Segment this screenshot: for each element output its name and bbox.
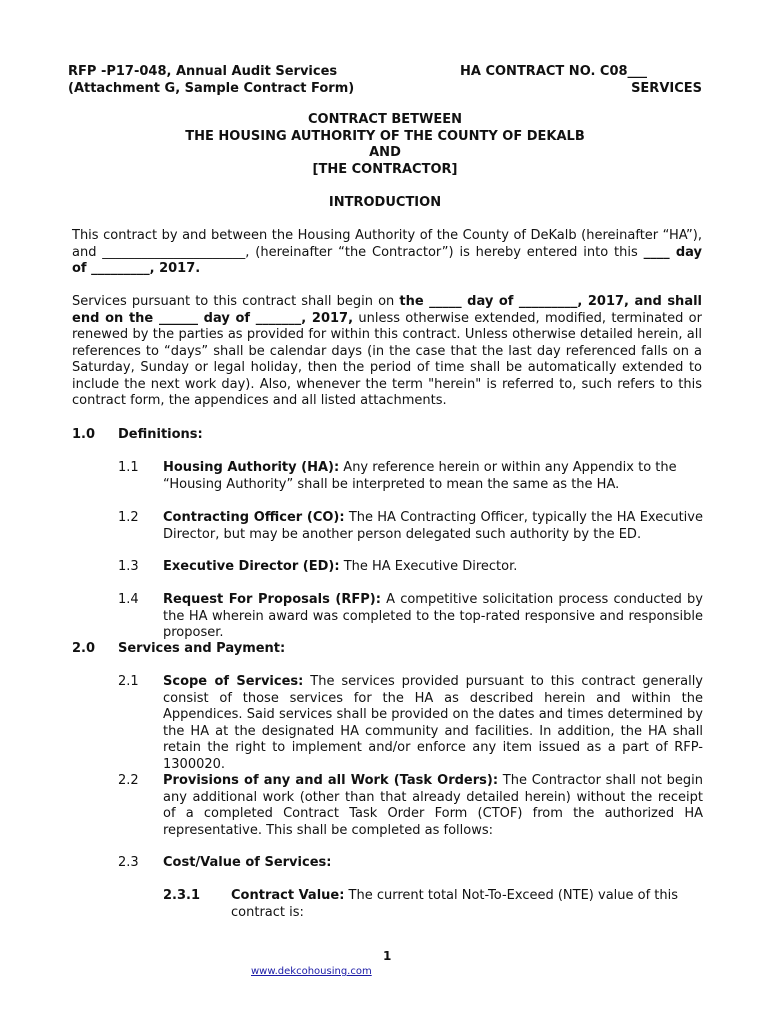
title-line-4: [THE CONTRACTOR]	[312, 161, 458, 177]
section-number: 1.0	[72, 427, 96, 442]
definition-ed	[163, 559, 703, 576]
item-number: 2.2	[118, 773, 139, 788]
item-number: 1.2	[118, 510, 139, 525]
introduction-heading: INTRODUCTION	[328, 195, 442, 210]
page-number: 1	[383, 949, 392, 963]
term: Provisions of any and all Work (Task Orders):	[163, 773, 499, 788]
clause-text: The services provided pursuant to this contract generally consist of those services for the HA as described herein and within the Appendices. Said services shall be provided on the dates and times determined by the HA at the designated HA community and facilities. In addition, the HA shall retain the right to implement and/or enforce any item issued as a part of RFP-1300020.	[163, 674, 703, 772]
services-text-2: unless otherwise extended, modified, terminated or renewed by the parties as provided for within this contract. Unless otherwise detailed herein, all references to “days” shall be calendar days (in the case that the last day referenced falls on a Saturday, Sunday or legal holiday, then the period of time shall be automatically extended to include the next work day). Also, whenever the term "herein" is referred to, such refers to this contract form, the appendices and all listed attachments.	[72, 310, 702, 408]
services-dates: the _____ day of _________, 2017, and shall end on the ______ day of _______, 2017,	[72, 294, 702, 326]
term: Cost/Value of Services:	[163, 855, 332, 870]
contract-title	[68, 112, 702, 178]
definition-text: Any reference herein or within any Appendix to the “Housing Authority” shall be interpreted to mean the same as the HA.	[163, 460, 677, 492]
header-left	[68, 64, 428, 97]
contract-number: HA CONTRACT NO. C08___	[460, 64, 648, 79]
term: Housing Authority (HA):	[163, 460, 340, 475]
title-line-3: AND	[369, 145, 401, 160]
term: Executive Director (ED):	[163, 559, 340, 574]
contract-value	[231, 888, 707, 921]
item-number: 1.4	[118, 592, 139, 607]
term: Scope of Services:	[163, 674, 304, 689]
services-paragraph	[72, 294, 702, 410]
definition-rfp	[163, 592, 703, 642]
services-label: SERVICES	[631, 80, 702, 96]
cost-value	[163, 855, 703, 872]
title-line-2: THE HOUSING AUTHORITY OF THE COUNTY OF DEKALB	[185, 128, 585, 144]
rfp-line: RFP -P17-048, Annual Audit Services	[68, 64, 338, 79]
scope-of-services	[163, 674, 703, 773]
term: Contract Value:	[231, 888, 345, 903]
definition-co	[163, 510, 703, 543]
attachment-line: (Attachment G, Sample Contract Form)	[68, 80, 355, 96]
item-number: 1.3	[118, 559, 139, 574]
clause-text: The current total Not-To-Exceed (NTE) value of this contract is:	[231, 888, 679, 920]
section-title-definitions: Definitions:	[118, 427, 203, 442]
intro-text: This contract by and between the Housing Authority of the County of DeKalb (hereinafter “HA”), and ______________________, (hereinafter “the Contractor”) is hereby entered into this	[72, 228, 702, 260]
definition-text: A competitive solicitation process conducted by the HA wherein award was completed to the top-rated responsive and responsible proposer.	[163, 592, 703, 640]
item-number: 2.1	[118, 674, 139, 689]
task-orders	[163, 773, 703, 839]
services-text-1: Services pursuant to this contract shall begin on	[72, 294, 400, 309]
term: Request For Proposals (RFP):	[163, 592, 381, 607]
definition-ha	[163, 460, 703, 493]
clause-text: The Contractor shall not begin any additional work (other than that already detailed herein) without the receipt of a completed Contract Task Order Form (CTOF) from the authorized HA representative. This shall be completed as follows:	[163, 773, 704, 838]
definition-text: The HA Contracting Officer, typically the HA Executive Director, but may be another person delegated such authority by the ED.	[163, 510, 703, 542]
title-line-1: CONTRACT BETWEEN	[308, 112, 462, 127]
intro-paragraph	[72, 228, 702, 278]
header-right	[460, 64, 702, 97]
item-number: 2.3	[118, 855, 139, 870]
term: Contracting Officer (CO):	[163, 510, 345, 525]
definition-text: The HA Executive Director.	[339, 559, 518, 574]
section-number: 2.0	[72, 641, 96, 656]
section-title-services: Services and Payment:	[118, 641, 286, 656]
item-number: 1.1	[118, 460, 139, 475]
website-link[interactable]: www.dekcohousing.com	[251, 966, 372, 977]
intro-date-blank: ____ day of _________, 2017.	[72, 244, 702, 276]
subitem-number: 2.3.1	[163, 888, 201, 903]
